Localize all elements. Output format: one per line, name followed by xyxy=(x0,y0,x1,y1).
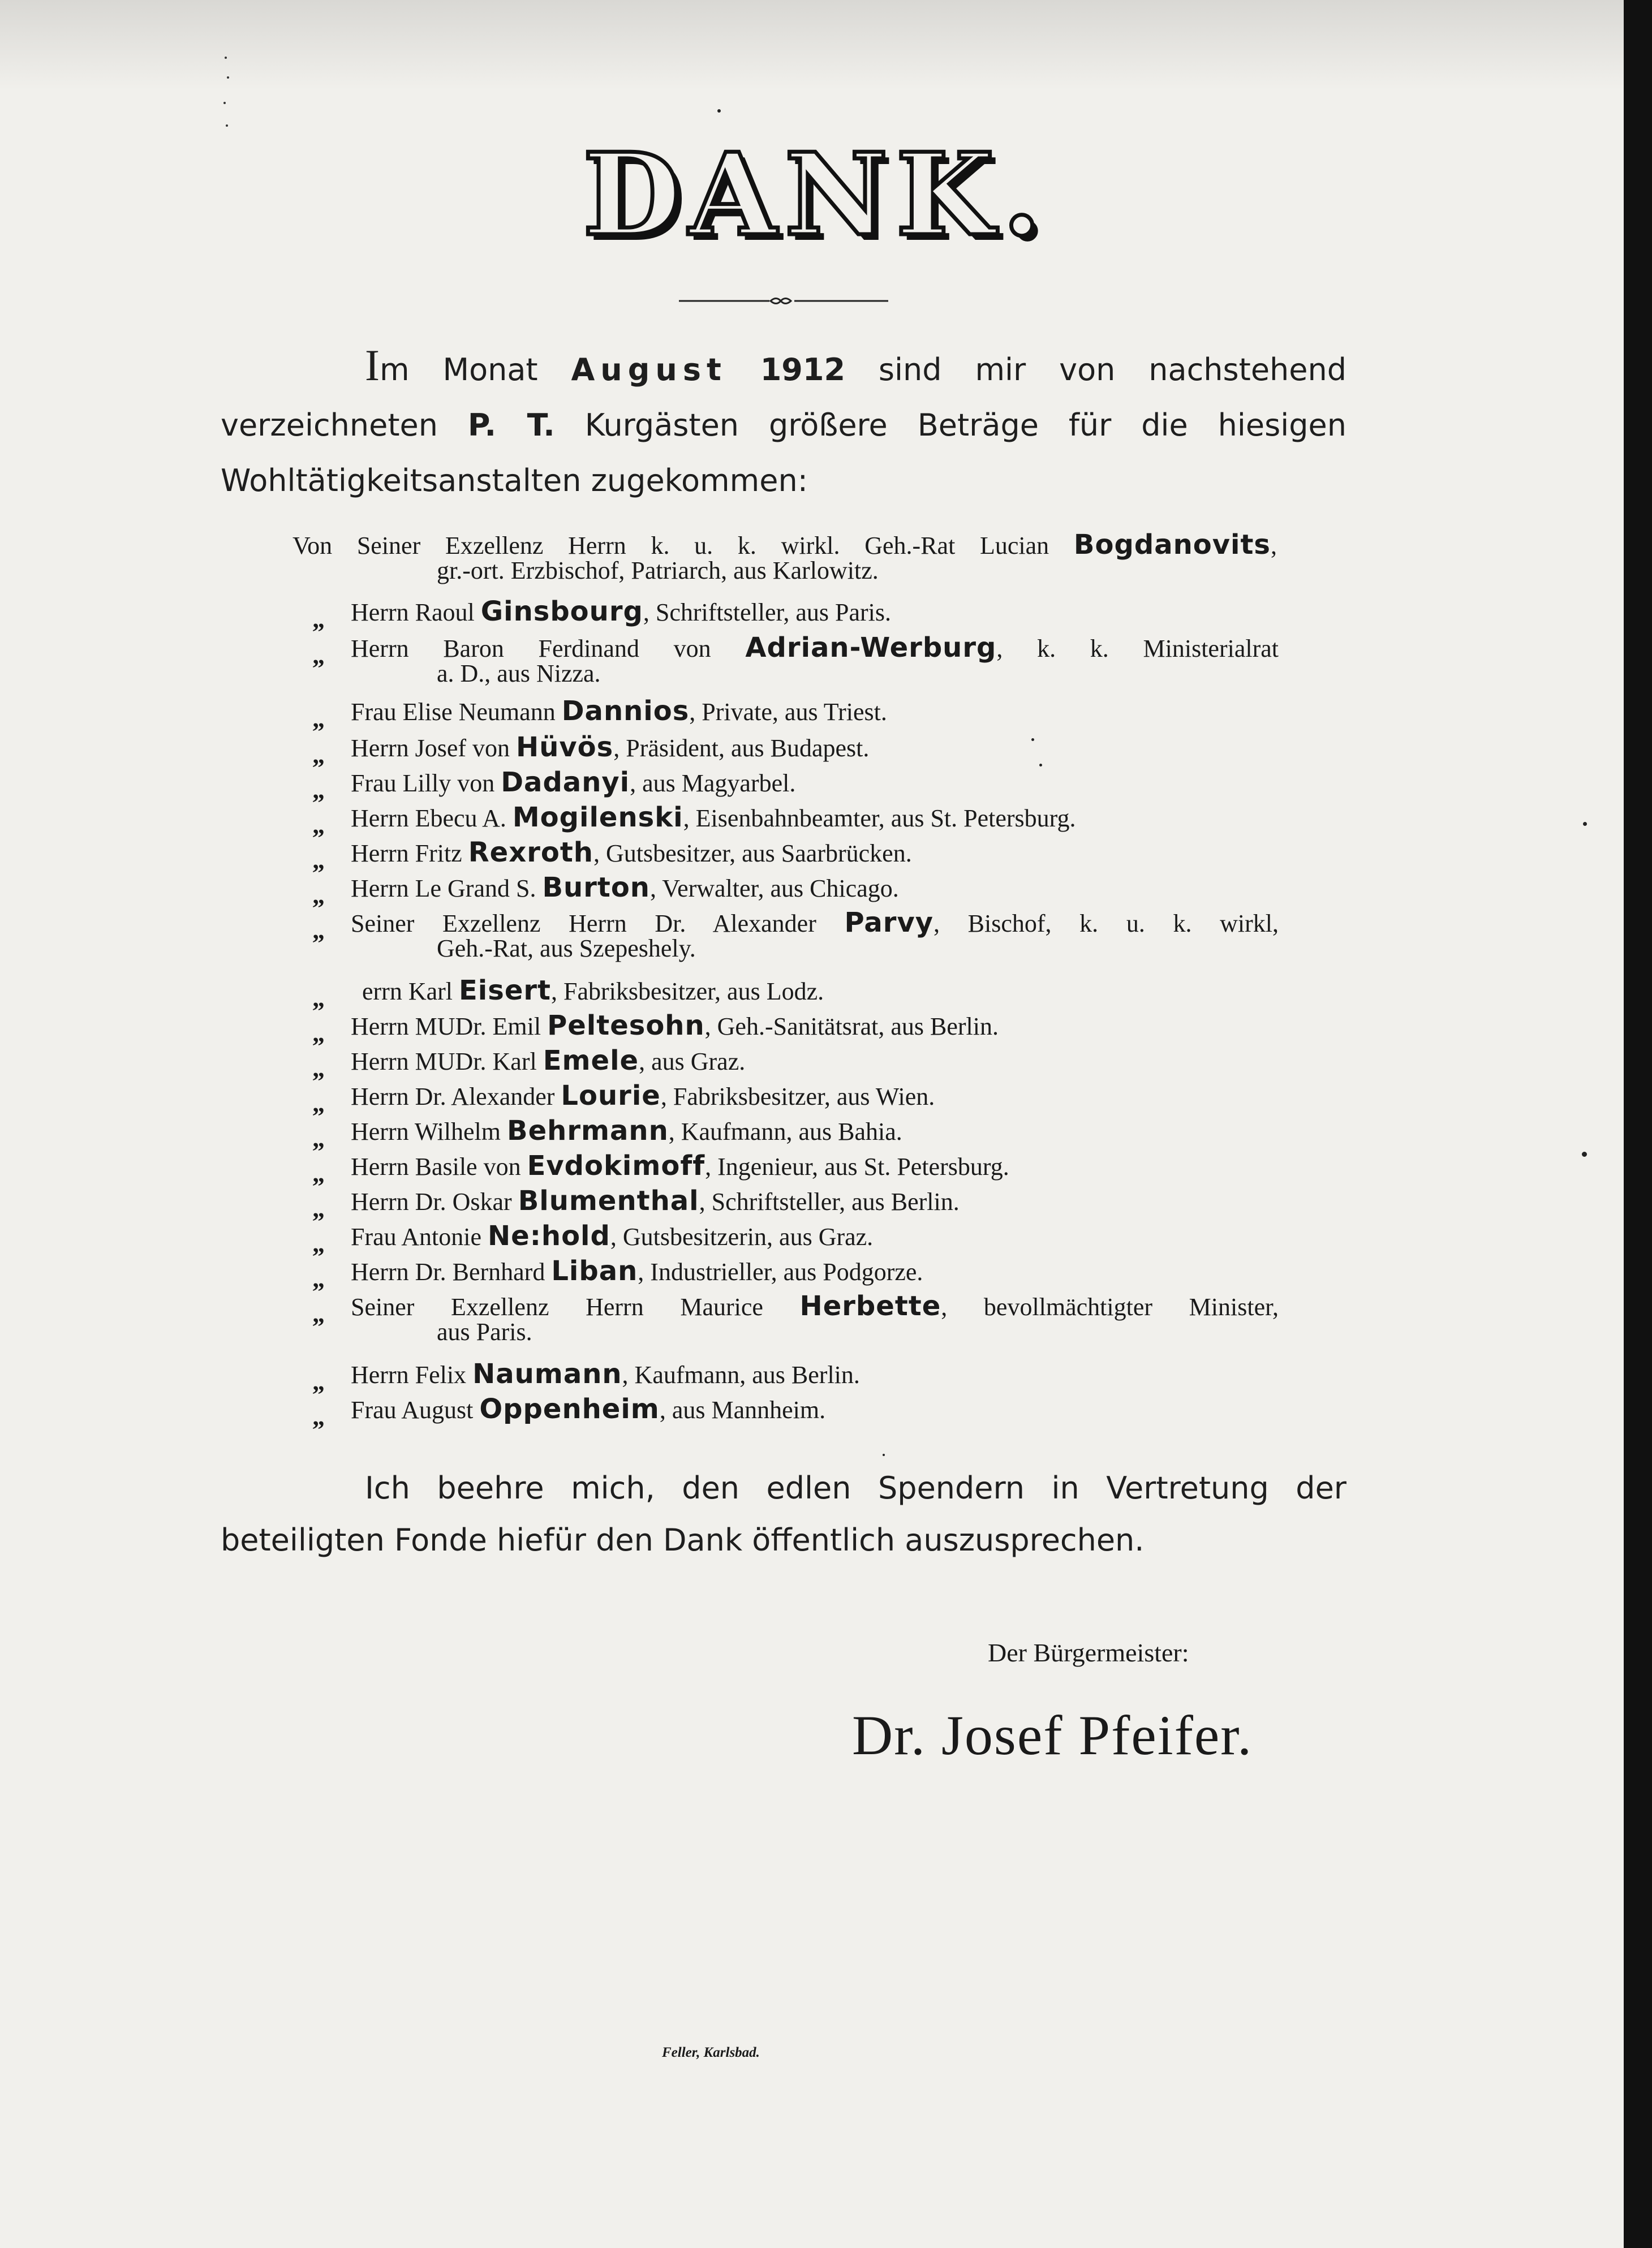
intro-paragraph: Im Monat August 1912 sind mir von nachstehend verzeichneten P. T. Kurgästen größere Beträge für die hiesigen Wohltätigkeitsanstalten zugekommen: xyxy=(221,341,1346,498)
donor-list: Von Seiner Exzellenz Herrn k. u. k. wirkl. Geh.-Rat Lucian Bogdanovits, gr.-ort. Erzbischof, Patriarch, aus Karlowitz. „ Herrn Raoul Ginsbourg, Schriftsteller, aus Paris. „ Herrn Baron Ferdinand von Adrian-Werburg, k. k. Ministerialrat a. D., aus Nizza. „ Frau Elise Neumann Dannios, Private, aus Triest. „ Herrn Josef von Hüvös, Präsident, aus Budapest. „ Frau Lilly von Dadanyi, aus Magyarbel. „ Herrn Ebecu A. Mogilenski, Eisenbahnbeamter, aus St. Petersburg. „ Herrn Fritz Rexroth, Gutsbesitzer, aus Saarbrücken. „ Herrn Le Grand S. Burton, Verwalter, aus Chicago. „ Seiner Exzellenz Herrn Dr. Alexander Parvy, Bischof, k. u. k. wirkl, Geh.-Rat, aus Szepeshely. „ errn Karl Eisert, Fabriksbesitzer, aus Lodz. „ Herrn MUDr. Emil Peltesohn, Geh.-Sanitätsrat, aus Berlin. „ Herrn MUDr. Karl Emele, aus Graz. „ Herrn Dr. Alexander Lourie, Fabriksbesitzer, aus Wien. „ Herrn Wilhelm Behrmann, Kaufmann, aus Bahia. „ Herrn Basile von Evdokimoff, Ingenieur, aus St. Petersburg. „ Herrn Dr. Oskar Blumenthal, Schriftsteller, aus Berlin. „ Frau Antonie Ne:hold, Gutsbesitzerin, aus Graz. „ Herrn Dr. Bernhard Liban, Industrieller, aus Podgorze. „ Seiner Exzellenz Herrn Maurice Herbette, bevollmächtigter Minister, aus Paris. „ Herrn Felix Naumann, Kaufmann, aus Berlin. „ Frau August Oppenheim, aus Mannheim. xyxy=(292,529,1279,1431)
donor-name: Dadanyi xyxy=(501,766,630,798)
signature-label: Der Bürgermeister: xyxy=(988,1638,1189,1667)
speck xyxy=(1582,1152,1587,1157)
donor-name: Liban xyxy=(551,1255,638,1287)
speck xyxy=(1039,764,1042,766)
donor-name: Parvy xyxy=(844,907,934,938)
donor-name: Oppenheim xyxy=(479,1393,660,1425)
signature-name: Dr. Josef Pfeifer. xyxy=(852,1704,1253,1767)
donor-name: Adrian-Werburg xyxy=(745,632,997,664)
donor-name: Bogdanovits xyxy=(1073,529,1271,561)
donor-name: Rexroth xyxy=(468,837,593,868)
speck xyxy=(883,1454,885,1456)
page-title: DANK. xyxy=(583,128,1049,261)
donor-name: Peltesohn xyxy=(547,1010,705,1041)
donor-name: Lourie xyxy=(561,1080,661,1112)
year: 1912 xyxy=(760,352,846,387)
donor-name: Blumenthal xyxy=(518,1185,699,1217)
donor-name: Behrmann xyxy=(507,1115,669,1147)
speck xyxy=(1583,822,1587,826)
donor-name: Burton xyxy=(542,872,650,903)
donor-name: Mogilenski xyxy=(512,802,683,833)
donor-name: Herbette xyxy=(799,1290,941,1322)
donor-name: Ne:hold xyxy=(487,1220,610,1252)
closing-paragraph: Ich beehre mich, den edlen Spendern in Vertretung der beteiligten Fonde hiefür den Dank öffentlich auszusprechen. xyxy=(221,1470,1346,1558)
donor-name: Hüvös xyxy=(516,731,614,763)
speck xyxy=(717,109,721,113)
donor-name: Eisert xyxy=(459,975,551,1006)
speck xyxy=(1031,738,1034,741)
donor-name: Evdokimoff xyxy=(527,1150,705,1182)
donor-name: Ginsbourg xyxy=(480,596,643,627)
donor-name: Naumann xyxy=(472,1358,622,1390)
printer-imprint: Feller, Karlsbad. xyxy=(662,2045,760,2060)
donor-name: Emele xyxy=(543,1045,639,1076)
month: August xyxy=(571,352,727,387)
donor-name: Dannios xyxy=(561,695,690,727)
